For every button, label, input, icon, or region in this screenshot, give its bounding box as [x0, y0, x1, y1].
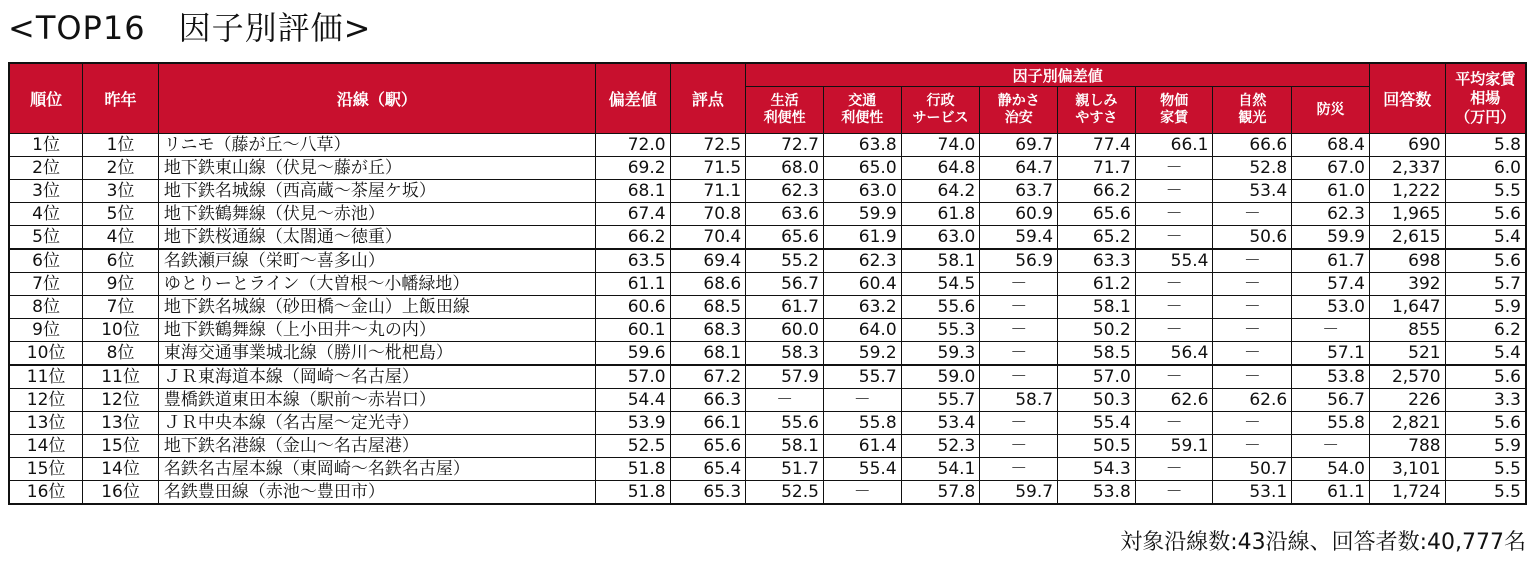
- factor-value-cell: 58.1: [901, 249, 980, 273]
- rank-cell: 3位: [9, 180, 83, 203]
- page-title: <TOP16 因子別評価>: [8, 9, 372, 47]
- factor-value-cell: 54.3: [1058, 458, 1136, 481]
- responses-cell: 2,337: [1369, 157, 1445, 180]
- line-name-cell: 地下鉄名港線（金山～名古屋港）: [158, 435, 595, 458]
- factor-value-cell: －: [1213, 365, 1292, 389]
- factor-value-cell: 60.0: [746, 319, 824, 342]
- factor-value-cell: 55.4: [823, 458, 901, 481]
- factor-value-cell: 64.0: [823, 319, 901, 342]
- table-row: [9, 389, 1526, 412]
- factor-value-cell: －: [1213, 412, 1292, 435]
- factor-value-cell: 62.6: [1135, 389, 1213, 412]
- factor-value-cell: 53.1: [1213, 481, 1292, 505]
- score-cell: 65.3: [670, 481, 746, 505]
- factor-value-cell: 65.2: [1058, 226, 1136, 250]
- header-deviation: 偏差値: [595, 63, 670, 134]
- header-factor-nature: 自然 観光: [1213, 87, 1292, 134]
- factor-value-cell: 58.1: [746, 435, 824, 458]
- factor-value-cell: 62.3: [1292, 203, 1370, 226]
- score-cell: 68.1: [670, 342, 746, 366]
- factor-ranking-table: [8, 62, 1527, 505]
- factor-value-cell: －: [980, 273, 1058, 296]
- factor-value-cell: 50.2: [1058, 319, 1136, 342]
- table-body: [9, 134, 1526, 505]
- factor-value-cell: 52.5: [746, 481, 824, 505]
- factor-value-cell: －: [823, 481, 901, 505]
- prev-year-cell: 6位: [83, 249, 159, 273]
- factor-value-cell: －: [1135, 412, 1213, 435]
- factor-value-cell: 74.0: [901, 134, 980, 157]
- factor-value-cell: 55.8: [1292, 412, 1370, 435]
- factor-value-cell: 65.6: [746, 226, 824, 250]
- line-name-cell: 名鉄瀬戸線（栄町～喜多山）: [158, 249, 595, 273]
- rent-cell: 5.8: [1445, 134, 1526, 157]
- rent-cell: 6.2: [1445, 319, 1526, 342]
- prev-year-cell: 12位: [83, 389, 159, 412]
- rent-cell: 5.6: [1445, 365, 1526, 389]
- factor-value-cell: 55.7: [901, 389, 980, 412]
- factor-value-cell: 62.6: [1213, 389, 1292, 412]
- rent-cell: 5.9: [1445, 296, 1526, 319]
- table-row: [9, 481, 1526, 505]
- survey-footnote: 対象沿線数:43沿線、回答者数:40,777名: [1120, 530, 1526, 555]
- factor-value-cell: 59.1: [1135, 435, 1213, 458]
- factor-value-cell: 61.4: [823, 435, 901, 458]
- table-row: [9, 319, 1526, 342]
- factor-value-cell: －: [980, 365, 1058, 389]
- factor-value-cell: 63.7: [980, 180, 1058, 203]
- deviation-cell: 63.5: [595, 249, 670, 273]
- factor-value-cell: 62.3: [823, 249, 901, 273]
- factor-value-cell: 61.1: [1292, 481, 1370, 505]
- rank-cell: 7位: [9, 273, 83, 296]
- table-row: [9, 203, 1526, 226]
- prev-year-cell: 16位: [83, 481, 159, 505]
- responses-cell: 1,724: [1369, 481, 1445, 505]
- factor-value-cell: 57.0: [1058, 365, 1136, 389]
- factor-value-cell: 55.2: [746, 249, 824, 273]
- factor-value-cell: 61.7: [746, 296, 824, 319]
- rank-cell: 10位: [9, 342, 83, 366]
- factor-value-cell: 66.6: [1213, 134, 1292, 157]
- deviation-cell: 51.8: [595, 458, 670, 481]
- factor-value-cell: 57.8: [901, 481, 980, 505]
- responses-cell: 1,222: [1369, 180, 1445, 203]
- score-cell: 71.1: [670, 180, 746, 203]
- factor-value-cell: 52.8: [1213, 157, 1292, 180]
- rank-cell: 15位: [9, 458, 83, 481]
- deviation-cell: 51.8: [595, 481, 670, 505]
- table-row: [9, 458, 1526, 481]
- line-name-cell: リニモ（藤が丘～八草）: [158, 134, 595, 157]
- factor-value-cell: 68.0: [746, 157, 824, 180]
- line-name-cell: 名鉄名古屋本線（東岡崎～名鉄名古屋）: [158, 458, 595, 481]
- header-factor-friendliness: 親しみ やすさ: [1058, 87, 1136, 134]
- rank-cell: 16位: [9, 481, 83, 505]
- rank-cell: 11位: [9, 365, 83, 389]
- table-row: [9, 296, 1526, 319]
- header-factor-transport: 交通 利便性: [823, 87, 901, 134]
- rent-cell: 5.5: [1445, 180, 1526, 203]
- factor-value-cell: 64.7: [980, 157, 1058, 180]
- line-name-cell: 地下鉄桜通線（太閤通～徳重）: [158, 226, 595, 250]
- factor-value-cell: －: [1292, 319, 1370, 342]
- factor-value-cell: 60.4: [823, 273, 901, 296]
- rent-cell: 3.3: [1445, 389, 1526, 412]
- score-cell: 67.2: [670, 365, 746, 389]
- factor-value-cell: 68.4: [1292, 134, 1370, 157]
- score-cell: 65.4: [670, 458, 746, 481]
- prev-year-cell: 2位: [83, 157, 159, 180]
- factor-value-cell: 65.0: [823, 157, 901, 180]
- factor-value-cell: 58.5: [1058, 342, 1136, 366]
- header-rank: 順位: [9, 63, 83, 134]
- factor-value-cell: 53.4: [901, 412, 980, 435]
- factor-value-cell: －: [1213, 319, 1292, 342]
- table-row: [9, 249, 1526, 273]
- table-row: [9, 134, 1526, 157]
- responses-cell: 392: [1369, 273, 1445, 296]
- deviation-cell: 57.0: [595, 365, 670, 389]
- factor-value-cell: 53.4: [1213, 180, 1292, 203]
- factor-value-cell: 55.8: [823, 412, 901, 435]
- factor-value-cell: 58.3: [746, 342, 824, 366]
- table-row: [9, 157, 1526, 180]
- rank-cell: 6位: [9, 249, 83, 273]
- factor-value-cell: －: [1213, 296, 1292, 319]
- factor-value-cell: －: [1135, 203, 1213, 226]
- factor-value-cell: 53.8: [1058, 481, 1136, 505]
- factor-value-cell: 67.0: [1292, 157, 1370, 180]
- header-factor-disaster: 防災: [1292, 87, 1370, 134]
- factor-value-cell: 57.1: [1292, 342, 1370, 366]
- score-cell: 68.3: [670, 319, 746, 342]
- header-rent: 平均家賃 相場 （万円）: [1445, 63, 1526, 134]
- factor-value-cell: 50.5: [1058, 435, 1136, 458]
- rank-cell: 4位: [9, 203, 83, 226]
- score-cell: 72.5: [670, 134, 746, 157]
- factor-value-cell: 69.7: [980, 134, 1058, 157]
- rank-cell: 2位: [9, 157, 83, 180]
- responses-cell: 690: [1369, 134, 1445, 157]
- deviation-cell: 72.0: [595, 134, 670, 157]
- factor-value-cell: 77.4: [1058, 134, 1136, 157]
- factor-value-cell: 59.9: [1292, 226, 1370, 250]
- factor-value-cell: 53.8: [1292, 365, 1370, 389]
- rank-cell: 8位: [9, 296, 83, 319]
- factor-value-cell: 63.3: [1058, 249, 1136, 273]
- factor-value-cell: 50.3: [1058, 389, 1136, 412]
- factor-value-cell: －: [1135, 481, 1213, 505]
- deviation-cell: 61.1: [595, 273, 670, 296]
- table-row: [9, 365, 1526, 389]
- factor-value-cell: －: [1135, 226, 1213, 250]
- factor-value-cell: 71.7: [1058, 157, 1136, 180]
- prev-year-cell: 13位: [83, 412, 159, 435]
- line-name-cell: 豊橋鉄道東田本線（駅前～赤岩口）: [158, 389, 595, 412]
- table-row: [9, 273, 1526, 296]
- deviation-cell: 60.1: [595, 319, 670, 342]
- rent-cell: 5.4: [1445, 226, 1526, 250]
- responses-cell: 2,570: [1369, 365, 1445, 389]
- factor-value-cell: 50.7: [1213, 458, 1292, 481]
- score-cell: 70.4: [670, 226, 746, 250]
- factor-value-cell: 56.9: [980, 249, 1058, 273]
- factor-value-cell: －: [1213, 435, 1292, 458]
- prev-year-cell: 10位: [83, 319, 159, 342]
- prev-year-cell: 11位: [83, 365, 159, 389]
- line-name-cell: ＪＲ中央本線（名古屋～定光寺）: [158, 412, 595, 435]
- rank-cell: 5位: [9, 226, 83, 250]
- factor-value-cell: 55.6: [901, 296, 980, 319]
- deviation-cell: 66.2: [595, 226, 670, 250]
- responses-cell: 2,615: [1369, 226, 1445, 250]
- factor-value-cell: －: [1213, 249, 1292, 273]
- line-name-cell: 東海交通事業城北線（勝川～枇杷島）: [158, 342, 595, 366]
- prev-year-cell: 14位: [83, 458, 159, 481]
- factor-value-cell: 50.6: [1213, 226, 1292, 250]
- score-cell: 66.3: [670, 389, 746, 412]
- responses-cell: 855: [1369, 319, 1445, 342]
- factor-value-cell: 63.2: [823, 296, 901, 319]
- factor-value-cell: 64.2: [901, 180, 980, 203]
- factor-value-cell: －: [980, 458, 1058, 481]
- table-row: [9, 180, 1526, 203]
- factor-value-cell: 59.3: [901, 342, 980, 366]
- deviation-cell: 60.6: [595, 296, 670, 319]
- factor-value-cell: 61.7: [1292, 249, 1370, 273]
- prev-year-cell: 8位: [83, 342, 159, 366]
- rank-cell: 1位: [9, 134, 83, 157]
- factor-value-cell: 55.7: [823, 365, 901, 389]
- factor-value-cell: －: [1135, 180, 1213, 203]
- prev-year-cell: 3位: [83, 180, 159, 203]
- factor-value-cell: －: [1135, 458, 1213, 481]
- factor-value-cell: －: [1213, 342, 1292, 366]
- rent-cell: 5.5: [1445, 481, 1526, 505]
- factor-value-cell: 55.4: [1135, 249, 1213, 273]
- responses-cell: 2,821: [1369, 412, 1445, 435]
- factor-value-cell: 66.2: [1058, 180, 1136, 203]
- factor-value-cell: 61.8: [901, 203, 980, 226]
- factor-value-cell: 54.5: [901, 273, 980, 296]
- factor-value-cell: －: [980, 319, 1058, 342]
- header-factor-safety: 静かさ 治安: [980, 87, 1058, 134]
- responses-cell: 698: [1369, 249, 1445, 273]
- factor-value-cell: 72.7: [746, 134, 824, 157]
- deviation-cell: 59.6: [595, 342, 670, 366]
- factor-value-cell: 63.8: [823, 134, 901, 157]
- line-name-cell: 地下鉄鶴舞線（上小田井～丸の内）: [158, 319, 595, 342]
- factor-value-cell: 61.0: [1292, 180, 1370, 203]
- responses-cell: 3,101: [1369, 458, 1445, 481]
- rank-cell: 12位: [9, 389, 83, 412]
- factor-value-cell: －: [1135, 157, 1213, 180]
- header-prev-year: 昨年: [83, 63, 159, 134]
- responses-cell: 226: [1369, 389, 1445, 412]
- rent-cell: 5.5: [1445, 458, 1526, 481]
- rent-cell: 5.7: [1445, 273, 1526, 296]
- prev-year-cell: 15位: [83, 435, 159, 458]
- factor-value-cell: 51.7: [746, 458, 824, 481]
- score-cell: 70.8: [670, 203, 746, 226]
- score-cell: 68.6: [670, 273, 746, 296]
- factor-value-cell: 53.0: [1292, 296, 1370, 319]
- factor-value-cell: 63.6: [746, 203, 824, 226]
- factor-value-cell: 58.1: [1058, 296, 1136, 319]
- rent-cell: 5.4: [1445, 342, 1526, 366]
- table-row: [9, 435, 1526, 458]
- responses-cell: 1,647: [1369, 296, 1445, 319]
- deviation-cell: 68.1: [595, 180, 670, 203]
- factor-value-cell: 59.9: [823, 203, 901, 226]
- rent-cell: 5.9: [1445, 435, 1526, 458]
- factor-value-cell: 52.3: [901, 435, 980, 458]
- factor-value-cell: －: [1135, 365, 1213, 389]
- factor-value-cell: 57.4: [1292, 273, 1370, 296]
- prev-year-cell: 9位: [83, 273, 159, 296]
- score-cell: 66.1: [670, 412, 746, 435]
- factor-value-cell: 59.4: [980, 226, 1058, 250]
- factor-value-cell: －: [1292, 435, 1370, 458]
- table-row: [9, 226, 1526, 250]
- line-name-cell: 地下鉄鶴舞線（伏見～赤池）: [158, 203, 595, 226]
- factor-value-cell: 59.0: [901, 365, 980, 389]
- factor-value-cell: －: [823, 389, 901, 412]
- factor-value-cell: 60.9: [980, 203, 1058, 226]
- header-factor-living: 生活 利便性: [746, 87, 824, 134]
- responses-cell: 521: [1369, 342, 1445, 366]
- factor-value-cell: －: [1135, 319, 1213, 342]
- factor-value-cell: 61.2: [1058, 273, 1136, 296]
- deviation-cell: 67.4: [595, 203, 670, 226]
- factor-value-cell: －: [980, 412, 1058, 435]
- responses-cell: 788: [1369, 435, 1445, 458]
- factor-value-cell: 55.4: [1058, 412, 1136, 435]
- factor-value-cell: －: [1135, 273, 1213, 296]
- factor-value-cell: 59.2: [823, 342, 901, 366]
- factor-value-cell: －: [980, 342, 1058, 366]
- factor-value-cell: 55.3: [901, 319, 980, 342]
- factor-value-cell: 56.7: [746, 273, 824, 296]
- prev-year-cell: 4位: [83, 226, 159, 250]
- factor-value-cell: －: [980, 435, 1058, 458]
- header-responses: 回答数: [1369, 63, 1445, 134]
- line-name-cell: 地下鉄名城線（砂田橋～金山）上飯田線: [158, 296, 595, 319]
- line-name-cell: ゆとりーとライン（大曽根～小幡緑地）: [158, 273, 595, 296]
- factor-value-cell: 56.7: [1292, 389, 1370, 412]
- rent-cell: 5.6: [1445, 412, 1526, 435]
- header-score: 評点: [670, 63, 746, 134]
- deviation-cell: 52.5: [595, 435, 670, 458]
- score-cell: 71.5: [670, 157, 746, 180]
- deviation-cell: 69.2: [595, 157, 670, 180]
- rank-cell: 9位: [9, 319, 83, 342]
- factor-value-cell: 66.1: [1135, 134, 1213, 157]
- line-name-cell: 地下鉄東山線（伏見～藤が丘）: [158, 157, 595, 180]
- factor-value-cell: －: [746, 389, 824, 412]
- table-row: [9, 342, 1526, 366]
- rent-cell: 5.6: [1445, 203, 1526, 226]
- rent-cell: 5.6: [1445, 249, 1526, 273]
- rank-cell: 14位: [9, 435, 83, 458]
- header-factor-admin: 行政 サービス: [901, 87, 980, 134]
- deviation-cell: 53.9: [595, 412, 670, 435]
- factor-value-cell: 58.7: [980, 389, 1058, 412]
- prev-year-cell: 7位: [83, 296, 159, 319]
- rent-cell: 6.0: [1445, 157, 1526, 180]
- factor-value-cell: 64.8: [901, 157, 980, 180]
- header-line: 沿線（駅）: [158, 63, 595, 134]
- factor-value-cell: 62.3: [746, 180, 824, 203]
- factor-value-cell: 55.6: [746, 412, 824, 435]
- score-cell: 69.4: [670, 249, 746, 273]
- score-cell: 68.5: [670, 296, 746, 319]
- line-name-cell: 地下鉄名城線（西高蔵～茶屋ケ坂）: [158, 180, 595, 203]
- table-row: [9, 412, 1526, 435]
- factor-value-cell: 54.0: [1292, 458, 1370, 481]
- prev-year-cell: 1位: [83, 134, 159, 157]
- header-factor-prices: 物価 家賃: [1135, 87, 1213, 134]
- factor-value-cell: 56.4: [1135, 342, 1213, 366]
- deviation-cell: 54.4: [595, 389, 670, 412]
- line-name-cell: ＪＲ東海道本線（岡崎～名古屋）: [158, 365, 595, 389]
- factor-value-cell: －: [980, 296, 1058, 319]
- prev-year-cell: 5位: [83, 203, 159, 226]
- factor-value-cell: 63.0: [901, 226, 980, 250]
- score-cell: 65.6: [670, 435, 746, 458]
- factor-value-cell: 54.1: [901, 458, 980, 481]
- rank-cell: 13位: [9, 412, 83, 435]
- line-name-cell: 名鉄豊田線（赤池～豊田市）: [158, 481, 595, 505]
- factor-value-cell: 63.0: [823, 180, 901, 203]
- factor-value-cell: －: [1135, 296, 1213, 319]
- factor-value-cell: 65.6: [1058, 203, 1136, 226]
- factor-value-cell: 57.9: [746, 365, 824, 389]
- factor-value-cell: －: [1213, 273, 1292, 296]
- responses-cell: 1,965: [1369, 203, 1445, 226]
- factor-value-cell: －: [1213, 203, 1292, 226]
- factor-value-cell: 61.9: [823, 226, 901, 250]
- header-factor-group: 因子別偏差値: [746, 63, 1370, 87]
- factor-value-cell: 59.7: [980, 481, 1058, 505]
